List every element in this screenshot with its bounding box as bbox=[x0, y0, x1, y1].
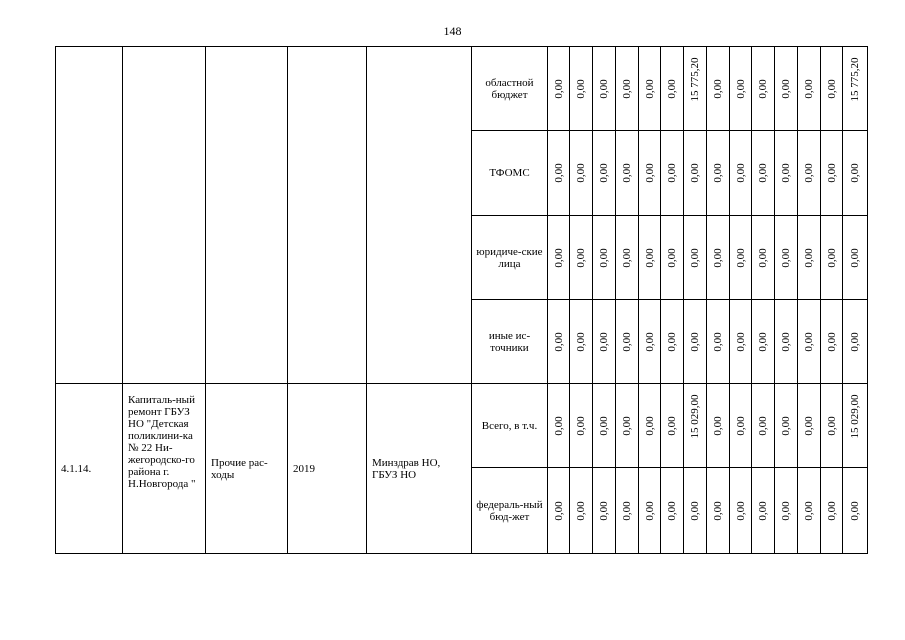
page-number: 148 bbox=[443, 24, 462, 38]
amount-cell bbox=[730, 300, 752, 384]
amount-cell bbox=[752, 131, 775, 216]
amount-value: 0,00 bbox=[621, 78, 633, 99]
amount-value: 0,00 bbox=[734, 163, 747, 183]
amount-value: 0,00 bbox=[552, 415, 565, 436]
funding-source-cell: Всего, в т.ч. bbox=[472, 384, 548, 468]
amount-cell bbox=[661, 468, 684, 554]
amount-value: 0,00 bbox=[780, 331, 792, 352]
amount-cell bbox=[684, 384, 707, 468]
amount-cell bbox=[616, 384, 639, 468]
amount-cell bbox=[570, 384, 593, 468]
amount-value: 0,00 bbox=[575, 331, 587, 352]
amount-cell bbox=[548, 216, 570, 300]
amount-cell bbox=[684, 131, 707, 216]
amount-cell bbox=[684, 47, 707, 131]
amount-value: 0,00 bbox=[643, 500, 656, 521]
amount-cell bbox=[775, 300, 798, 384]
amount-value: 0,00 bbox=[803, 500, 815, 521]
amount-cell bbox=[798, 384, 821, 468]
amount-value: 0,00 bbox=[734, 415, 747, 436]
amount-cell bbox=[593, 131, 616, 216]
amount-value: 15 775,20 bbox=[849, 57, 861, 102]
amount-cell bbox=[821, 216, 843, 300]
budget-table-body bbox=[56, 47, 868, 554]
amount-cell bbox=[684, 216, 707, 300]
amount-cell bbox=[707, 300, 730, 384]
item-name-cell: Капиталь-ный ремонт ГБУЗ НО "Детская поликлини-ка № 22 Ни-жегородско-го района г. Н.Новгорода " bbox=[123, 384, 206, 554]
table-row bbox=[56, 47, 868, 131]
amount-value: 0,00 bbox=[734, 247, 747, 268]
amount-value: 0,00 bbox=[598, 78, 610, 99]
amount-value: 0,00 bbox=[712, 500, 724, 521]
budget-table bbox=[55, 46, 868, 554]
amount-cell bbox=[661, 300, 684, 384]
amount-cell bbox=[730, 47, 752, 131]
amount-value: 0,00 bbox=[734, 331, 747, 352]
amount-cell bbox=[639, 300, 661, 384]
amount-value: 0,00 bbox=[780, 247, 792, 268]
amount-cell bbox=[843, 468, 868, 554]
funding-source-cell: юридиче-ские лица bbox=[472, 216, 548, 300]
amount-cell bbox=[730, 131, 752, 216]
expense-type-cell: Прочие рас-ходы bbox=[206, 384, 288, 554]
amount-cell bbox=[843, 47, 868, 131]
responsible-cell: Минздрав НО, ГБУЗ НО bbox=[367, 384, 472, 554]
amount-cell bbox=[821, 47, 843, 131]
amount-cell bbox=[730, 384, 752, 468]
amount-value: 0,00 bbox=[803, 78, 815, 99]
amount-value: 0,00 bbox=[825, 500, 838, 521]
amount-value: 0,00 bbox=[757, 500, 769, 521]
amount-value: 0,00 bbox=[849, 247, 861, 268]
amount-cell bbox=[798, 131, 821, 216]
amount-value: 0,00 bbox=[552, 331, 565, 352]
amount-value: 0,00 bbox=[757, 78, 769, 99]
amount-value: 0,00 bbox=[734, 500, 747, 521]
amount-cell bbox=[548, 131, 570, 216]
amount-value: 0,00 bbox=[621, 247, 633, 268]
amount-cell bbox=[707, 47, 730, 131]
amount-cell bbox=[821, 300, 843, 384]
amount-value: 0,00 bbox=[621, 415, 633, 436]
amount-value: 15 029,00 bbox=[849, 394, 861, 439]
amount-value: 0,00 bbox=[689, 500, 701, 521]
amount-value: 0,00 bbox=[712, 331, 724, 352]
amount-cell bbox=[775, 384, 798, 468]
amount-value: 0,00 bbox=[780, 500, 792, 521]
amount-value: 0,00 bbox=[849, 500, 861, 521]
amount-value: 0,00 bbox=[643, 78, 656, 99]
amount-cell bbox=[684, 300, 707, 384]
amount-value: 0,00 bbox=[803, 163, 815, 183]
amount-cell bbox=[570, 131, 593, 216]
amount-cell bbox=[775, 47, 798, 131]
amount-value: 0,00 bbox=[598, 500, 610, 521]
amount-value: 0,00 bbox=[666, 78, 678, 99]
item-number-cell: 4.1.14. bbox=[56, 384, 123, 554]
amount-cell bbox=[616, 47, 639, 131]
amount-cell bbox=[707, 384, 730, 468]
amount-value: 0,00 bbox=[825, 78, 838, 99]
amount-cell bbox=[570, 47, 593, 131]
amount-cell bbox=[639, 468, 661, 554]
amount-cell bbox=[548, 468, 570, 554]
amount-cell bbox=[548, 300, 570, 384]
amount-cell bbox=[798, 300, 821, 384]
empty-name-cell bbox=[123, 47, 206, 384]
amount-value: 0,00 bbox=[666, 163, 678, 183]
amount-value: 0,00 bbox=[552, 247, 565, 268]
amount-cell bbox=[661, 131, 684, 216]
amount-cell bbox=[798, 468, 821, 554]
amount-cell bbox=[661, 384, 684, 468]
amount-cell bbox=[752, 216, 775, 300]
amount-cell bbox=[570, 468, 593, 554]
amount-value: 0,00 bbox=[757, 415, 769, 436]
amount-cell bbox=[730, 468, 752, 554]
amount-value: 0,00 bbox=[666, 247, 678, 268]
amount-value: 0,00 bbox=[712, 247, 724, 268]
amount-cell bbox=[570, 300, 593, 384]
amount-cell bbox=[775, 468, 798, 554]
amount-value: 0,00 bbox=[666, 415, 678, 436]
amount-cell bbox=[661, 216, 684, 300]
empty-org-cell bbox=[367, 47, 472, 384]
empty-kind-cell bbox=[206, 47, 288, 384]
funding-source-cell: областной бюджет bbox=[472, 47, 548, 131]
amount-cell bbox=[616, 131, 639, 216]
amount-value: 0,00 bbox=[734, 78, 747, 99]
amount-cell bbox=[752, 384, 775, 468]
amount-value: 0,00 bbox=[552, 163, 565, 183]
amount-value: 0,00 bbox=[598, 415, 610, 436]
amount-value: 0,00 bbox=[621, 163, 633, 183]
table-row bbox=[56, 384, 868, 468]
amount-cell bbox=[639, 384, 661, 468]
amount-cell bbox=[707, 468, 730, 554]
amount-cell bbox=[775, 216, 798, 300]
amount-cell bbox=[730, 216, 752, 300]
amount-cell bbox=[570, 216, 593, 300]
amount-cell bbox=[843, 384, 868, 468]
amount-value: 0,00 bbox=[598, 163, 610, 183]
amount-cell bbox=[639, 216, 661, 300]
amount-value: 0,00 bbox=[598, 331, 610, 352]
amount-cell bbox=[707, 216, 730, 300]
amount-value: 0,00 bbox=[757, 331, 769, 352]
amount-cell bbox=[843, 216, 868, 300]
amount-value: 0,00 bbox=[575, 163, 587, 183]
amount-value: 0,00 bbox=[803, 247, 815, 268]
amount-cell bbox=[684, 468, 707, 554]
amount-value: 0,00 bbox=[666, 331, 678, 352]
amount-value: 0,00 bbox=[712, 415, 724, 436]
amount-value: 0,00 bbox=[780, 415, 792, 436]
amount-value: 0,00 bbox=[575, 500, 587, 521]
amount-value: 0,00 bbox=[575, 247, 587, 268]
amount-cell bbox=[752, 300, 775, 384]
amount-cell bbox=[593, 216, 616, 300]
amount-value: 0,00 bbox=[712, 163, 724, 183]
amount-value: 0,00 bbox=[575, 415, 587, 436]
amount-cell bbox=[775, 131, 798, 216]
amount-value: 0,00 bbox=[825, 331, 838, 352]
amount-value: 0,00 bbox=[552, 78, 565, 99]
amount-cell bbox=[661, 47, 684, 131]
amount-value: 0,00 bbox=[757, 247, 769, 268]
amount-value: 0,00 bbox=[689, 247, 701, 268]
amount-value: 0,00 bbox=[643, 415, 656, 436]
amount-value: 0,00 bbox=[825, 247, 838, 268]
amount-cell bbox=[843, 131, 868, 216]
amount-value: 0,00 bbox=[689, 331, 701, 352]
amount-value: 15 029,00 bbox=[689, 394, 701, 439]
amount-cell bbox=[639, 131, 661, 216]
amount-cell bbox=[593, 384, 616, 468]
amount-cell bbox=[798, 47, 821, 131]
amount-value: 0,00 bbox=[825, 163, 838, 183]
amount-value: 0,00 bbox=[598, 247, 610, 268]
amount-cell bbox=[593, 468, 616, 554]
amount-cell bbox=[616, 468, 639, 554]
amount-cell bbox=[593, 300, 616, 384]
amount-value: 0,00 bbox=[575, 78, 587, 99]
amount-cell bbox=[548, 384, 570, 468]
empty-year-cell bbox=[288, 47, 367, 384]
amount-value: 0,00 bbox=[643, 247, 656, 268]
amount-value: 0,00 bbox=[689, 163, 701, 183]
amount-cell bbox=[639, 47, 661, 131]
amount-value: 15 775,20 bbox=[689, 57, 701, 102]
year-cell: 2019 bbox=[288, 384, 367, 554]
amount-value: 0,00 bbox=[825, 415, 838, 436]
amount-value: 0,00 bbox=[712, 78, 724, 99]
amount-cell bbox=[548, 47, 570, 131]
amount-cell bbox=[821, 131, 843, 216]
amount-value: 0,00 bbox=[666, 500, 678, 521]
amount-value: 0,00 bbox=[552, 500, 565, 521]
amount-value: 0,00 bbox=[803, 331, 815, 352]
amount-value: 0,00 bbox=[643, 331, 656, 352]
empty-num-cell bbox=[56, 47, 123, 384]
amount-cell bbox=[843, 300, 868, 384]
amount-cell bbox=[593, 47, 616, 131]
amount-value: 0,00 bbox=[780, 163, 792, 183]
funding-source-cell: иные ис-точники bbox=[472, 300, 548, 384]
amount-value: 0,00 bbox=[849, 331, 861, 352]
amount-cell bbox=[616, 300, 639, 384]
funding-source-cell: ТФОМС bbox=[472, 131, 548, 216]
amount-value: 0,00 bbox=[621, 500, 633, 521]
amount-value: 0,00 bbox=[780, 78, 792, 99]
amount-cell bbox=[821, 384, 843, 468]
amount-value: 0,00 bbox=[643, 163, 656, 183]
amount-cell bbox=[821, 468, 843, 554]
amount-value: 0,00 bbox=[849, 163, 861, 183]
amount-cell bbox=[798, 216, 821, 300]
amount-value: 0,00 bbox=[803, 415, 815, 436]
amount-cell bbox=[616, 216, 639, 300]
funding-source-cell: федераль-ный бюд-жет bbox=[472, 468, 548, 554]
amount-value: 0,00 bbox=[621, 331, 633, 352]
amount-cell bbox=[707, 131, 730, 216]
amount-value: 0,00 bbox=[757, 163, 769, 183]
amount-cell bbox=[752, 47, 775, 131]
amount-cell bbox=[752, 468, 775, 554]
